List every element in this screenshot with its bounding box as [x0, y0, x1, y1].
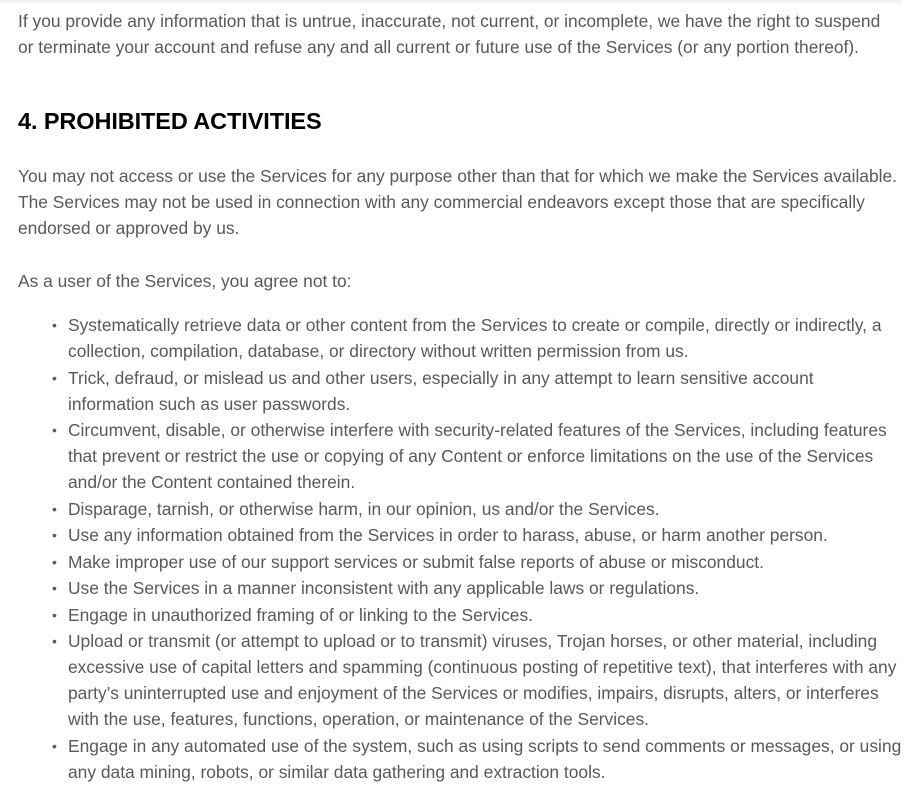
- bullet-icon: •: [52, 317, 57, 333]
- list-item: [52, 522, 904, 548]
- list-item: [52, 365, 904, 417]
- bullet-icon: •: [52, 633, 57, 649]
- section-heading: 4. PROHIBITED ACTIVITIES: [18, 108, 322, 134]
- list-item: [52, 496, 904, 522]
- list-item: [52, 628, 904, 732]
- bullet-icon: •: [52, 580, 57, 596]
- list-item-text: Trick, defraud, or mislead us and other users, especially in any attempt to learn sensitive account information such as user passwords.: [68, 367, 814, 414]
- bullet-icon: •: [52, 737, 57, 754]
- list-item: [52, 575, 904, 601]
- list-item: [52, 733, 904, 785]
- list-item-text: Disparage, tarnish, or otherwise harm, in our opinion, us and/or the Services.: [68, 498, 660, 519]
- top-scroll-shadow: [0, 0, 902, 5]
- list-item-text: Use the Services in a manner inconsistent with any applicable laws or regulations.: [68, 578, 700, 598]
- list-item-text: Make improper use of our support services or submit false reports of abuse or misconduct.: [68, 551, 764, 572]
- bullet-icon: •: [52, 500, 57, 517]
- list-item-text: Systematically retrieve data or other content from the Services to create or compile, directly or indirectly, a collection, compilation, database, or directory without written permission from us.: [68, 315, 882, 361]
- list-item: [52, 312, 904, 364]
- list-item: [52, 417, 904, 495]
- bullet-icon: •: [52, 422, 57, 438]
- prohibited-activities-list: [18, 312, 904, 785]
- list-item-text: Upload or transmit (or attempt to upload or to transmit) viruses, Trojan horses, or other material, including excessive use of capital letters and spamming (continuous posting of repetitive text), that interferes with any party’s uninterrupted use and enjoyment of the Services or modifies, impairs, disrupts, alters, or interferes with the use, features, functions, operation, or maintenance of the Services.: [68, 631, 897, 729]
- list-item: [52, 602, 904, 628]
- bullet-icon: •: [52, 606, 57, 623]
- agreement-intro-paragraph: As a user of the Services, you agree not to:: [18, 271, 352, 291]
- list-item-text: Circumvent, disable, or otherwise interfere with security-related features of the Services, including features that prevent or restrict the use or copying of any Content or enforce limitations on the use of the Services and/or the Content contained therein.: [68, 420, 887, 492]
- list-item-text: Use any information obtained from the Services in order to harass, abuse, or harm another person.: [68, 525, 828, 545]
- account-info-paragraph: If you provide any information that is untrue, inaccurate, not current, or incomplete, we have the right to suspend or terminate your account and refuse any and all current or future use of the Services (or any portion thereof).: [18, 11, 881, 57]
- permitted-use-paragraph: You may not access or use the Services for any purpose other than that for which we make the Services available. The Services may not be used in connection with any commercial endeavors except those that are specifically endorsed or approved by us.: [18, 166, 898, 238]
- list-item-text: Engage in unauthorized framing of or linking to the Services.: [68, 604, 533, 625]
- bullet-icon: •: [52, 369, 57, 386]
- list-item: [52, 549, 904, 575]
- bullet-icon: •: [52, 553, 57, 570]
- list-item-text: Engage in any automated use of the system, such as using scripts to send comments or messages, or using any data mining, robots, or similar data gathering and extraction tools.: [68, 735, 902, 782]
- bullet-icon: •: [52, 527, 57, 543]
